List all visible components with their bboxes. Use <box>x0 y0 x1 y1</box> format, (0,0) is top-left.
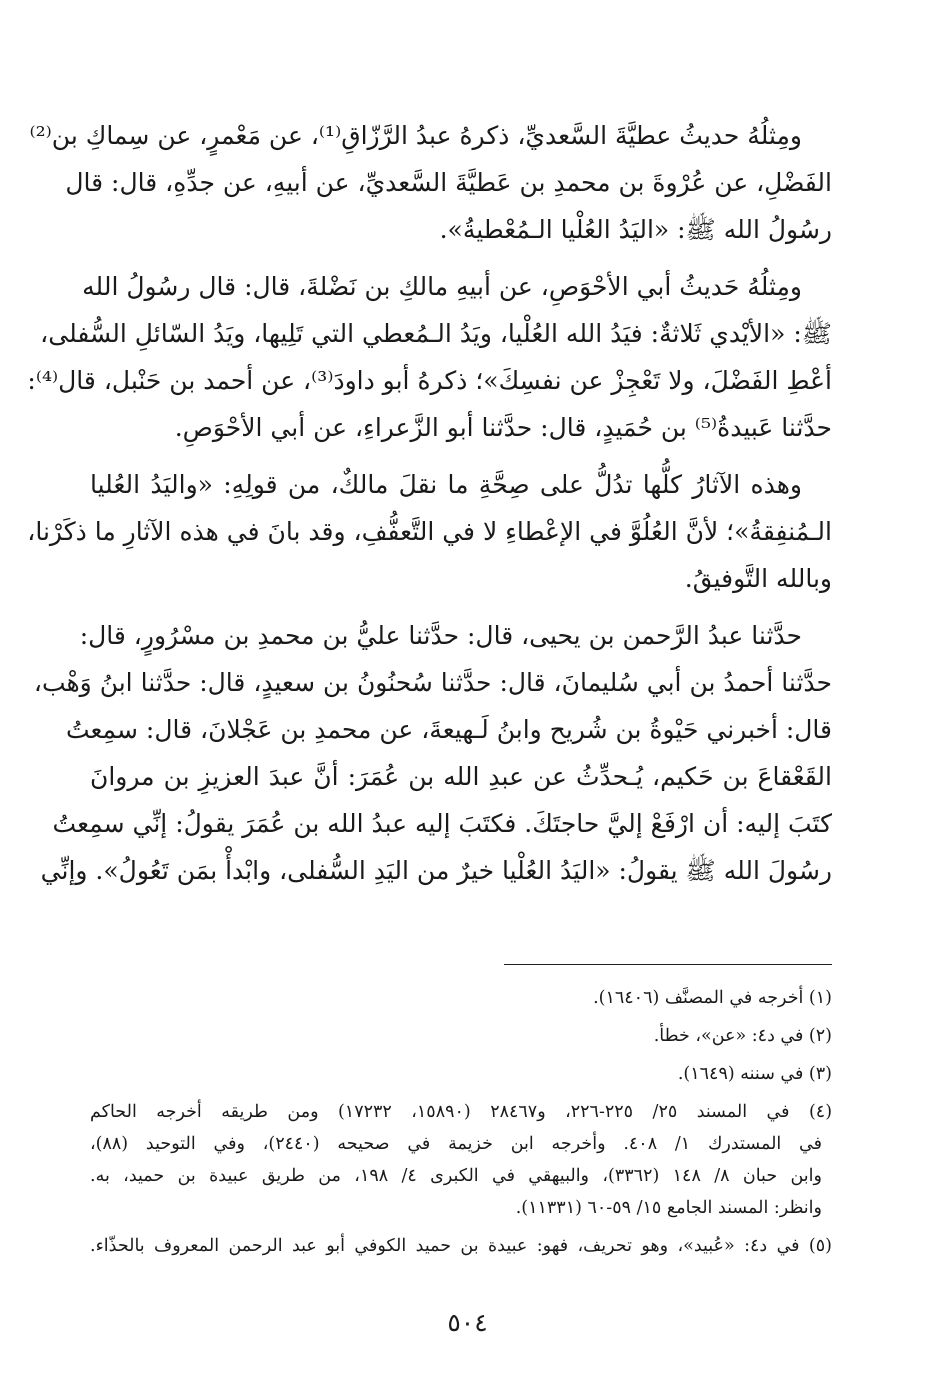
text-line: رسُولُ الله ﷺ: «اليَدُ العُلْيا الـمُعْطيةُ». <box>439 215 832 244</box>
text-line: ومِثلُهُ حَديثُ أبي الأحْوَصِ، عن أبيهِ مالكِ بن نَضْلةَ، قال: قال رسُولُ الله <box>82 272 802 301</box>
text-line: الفَضْلِ، عن عُرْوةَ بن محمدِ بن عَطيَّةَ السَّعديِّ، عن أبيهِ، عن جدِّهِ، قال: قال <box>65 168 832 197</box>
main-text <box>27 112 832 894</box>
text-line: حدَّثنا عبدُ الرَّحمن بن يحيى، قال: حدَّثنا عليُّ بن محمدِ بن مسْرُورٍ، قال: <box>79 621 802 650</box>
footnote-line: (٢) في د٤: «عن»، خطأ. <box>653 1026 832 1046</box>
footnote-line: وانظر: المسند الجامع ١٥/ ٥٩-٦٠ (١١٣٣١). <box>515 1198 822 1218</box>
page-number: ٥٠٤ <box>447 1308 488 1337</box>
footnote-separator <box>504 964 832 965</box>
footnote-line: (٤) في المسند ٢٥/ ٢٢٥-٢٢٦، و٢٨٤٦٧ (١٥٨٩٠، ١٧٢٣٢) ومن طريقه أخرجه الحاكم <box>90 1102 833 1122</box>
footnote-line: وابن حبان ٨/ ١٤٨ (٣٣٦٢)، والبيهقي في الكبرى ٤/ ١٩٨، من طريق عبيدة بن حميد، به. <box>90 1166 822 1186</box>
footnote-line: (١) أخرجه في المصنَّف (١٦٤٠٦). <box>593 988 832 1008</box>
text-line: قال: أخبرني حَيْوةُ بن شُريح وابنُ لَـهيعةَ، عن محمدِ بن عَجْلانَ، قال: سمِعتُ <box>65 715 832 744</box>
text-line: الـمُنفِقةُ»؛ لأنَّ العُلُوَّ في الإعْطاءِ لا في التَّعفُّفِ، وقد بانَ في هذه الآثارِ ما ذكَرْنا، <box>27 517 832 546</box>
text-line: كتَبَ إليه: أن ارْفَعْ إليَّ حاجتَكَ. فكتَبَ إليه عبدُ الله بن عُمَرَ يقولُ: إنِّي سمِعتُ <box>52 809 832 838</box>
text-line: حدَّثنا عَبيدةُ⁽⁵⁾ بن حُمَيدٍ، قال: حدَّثنا أبو الزَّعراءِ، عن أبي الأحْوَصِ. <box>174 413 832 442</box>
text-line: وهذه الآثارُ كلُّها تدُلُّ على صِحَّةِ ما نقلَ مالكٌ، من قولِهِ: «واليَدُ العُليا <box>90 470 802 499</box>
footnote-line: في المستدرك ١/ ٤٠٨. وأخرجه ابن خزيمة في صحيحه (٢٤٤٠)، وفي التوحيد (٨٨)، <box>90 1134 823 1154</box>
text-line: وبالله التَّوفيقُ. <box>684 564 832 593</box>
text-line: حدَّثنا أحمدُ بن أبي سُليمانَ، قال: حدَّثنا سُحنُونُ بن سعيدٍ، قال: حدَّثنا ابنُ وَهْب، <box>33 668 832 697</box>
text-line: ﷺ: «الأيْدي ثَلاثةٌ: فيَدُ الله العُلْيا، ويَدُ الـمُعطي التي تَلِيها، ويَدُ السّائلِ السُّفلى، <box>40 319 832 348</box>
text-line: ومِثلُهُ حديثُ عطيَّةَ السَّعديِّ، ذكرهُ عبدُ الرَّزّاقِ⁽¹⁾، عن مَعْمرٍ، عن سِماكِ بن⁽²⁾ <box>29 121 802 150</box>
footnotes <box>90 982 832 1262</box>
text-line: أعْطِ الفَضْلَ، ولا تَعْجِزْ عن نفسِكَ»؛ ذكرهُ أبو داودَ⁽³⁾، عن أحمد بن حَنْبل، قال⁽⁴⁾: <box>27 366 832 395</box>
text-line: القَعْقاعَ بن حَكيم، يُـحدِّثُ عن عبدِ الله بن عُمَرَ: أنَّ عبدَ العزيزِ بن مروانَ <box>90 762 832 791</box>
footnote-line: (٣) في سننه (١٦٤٩). <box>677 1064 832 1084</box>
footnote-line: (٥) في د٤: «عُبيد»، وهو تحريف، فهو: عبيدة بن حميد الكوفي أبو عبد الرحمن المعروف بالحذّاء. <box>90 1236 832 1256</box>
text-line: رسُولَ الله ﷺ يقولُ: «اليَدُ العُلْيا خيرٌ من اليَدِ السُّفلى، وابْدأْ بمَن تَعُولُ». وإنِّي <box>40 856 832 885</box>
